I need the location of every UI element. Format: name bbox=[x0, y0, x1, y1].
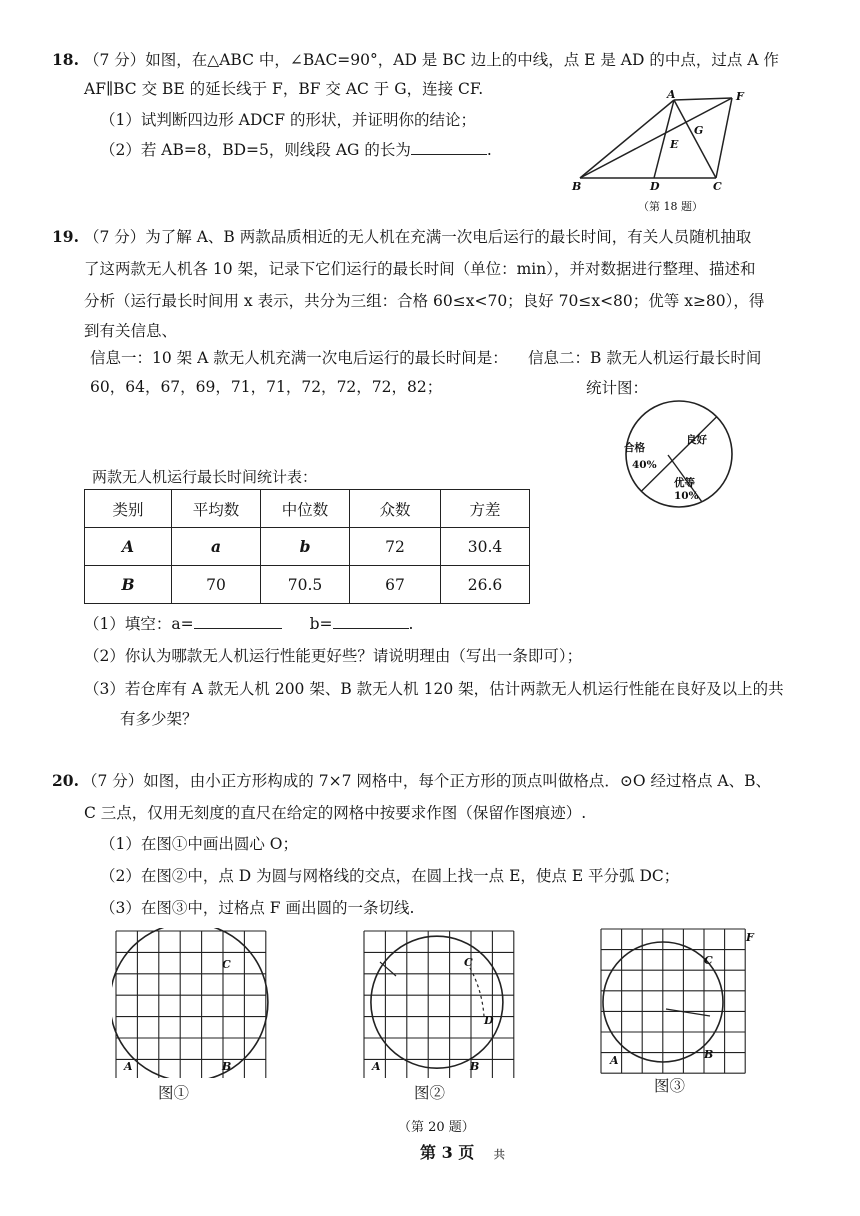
table-cell: 70 bbox=[172, 566, 261, 604]
table-cell: 72 bbox=[350, 528, 441, 566]
q20-fig1-label-A: A bbox=[124, 1060, 133, 1073]
q19-sub1 bbox=[84, 614, 413, 634]
q19-table-title: 两款无人机运行最长时间统计表： bbox=[92, 468, 318, 486]
table-row bbox=[85, 566, 530, 604]
page-number: 第 3 页 bbox=[420, 1143, 475, 1162]
q20-figure-3 bbox=[598, 928, 758, 1078]
q19-stat-table bbox=[84, 489, 530, 604]
q18-stem-line2: AF∥BC 交 BE 的延长线于 F，BF 交 AC 于 G，连接 CF. bbox=[84, 80, 484, 98]
q18-label-A: A bbox=[667, 88, 676, 101]
q19-stem-line3: 分析（运行最长时间用 x 表示，共分为三组：合格 60≤x<70；良好 70≤x<80；优等 x≥80），得 bbox=[84, 292, 765, 310]
q18-label-G: G bbox=[694, 124, 704, 137]
q18-stem-line1: （7 分）如图，在△ABC 中，∠BAC=90°，AD 是 BC 边上的中线，点 E 是 AD 的中点，过点 A 作 bbox=[84, 51, 779, 69]
q20-sub2: （2）在图②中，点 D 为圆与网格线的交点，在圆上找一点 E，使点 E 平分弧 DC； bbox=[100, 867, 680, 885]
q20-fig3-label-C: C bbox=[704, 954, 713, 967]
q18-label-C: C bbox=[713, 180, 722, 193]
q19-info1-title: 信息一：10 架 A 款无人机充满一次电后运行的最长时间是： bbox=[90, 349, 508, 367]
q20-sub1: （1）在图①中画出圆心 O； bbox=[100, 835, 298, 853]
q19-sub3-line2: 有多少架？ bbox=[120, 710, 198, 728]
q19-stem-line1: （7 分）为了解 A、B 两款品质相近的无人机在充满一次电后运行的最长时间，有关人员随机抽取 bbox=[84, 228, 752, 246]
q20-fig2-label-A: A bbox=[372, 1060, 381, 1073]
table-cell: a bbox=[172, 528, 261, 566]
q20-stem-line1: （7 分）如图，由小正方形构成的 7×7 网格中，每个正方形的顶点叫做格点．⊙O 经过格点 A、B、 bbox=[82, 772, 771, 790]
q19-sub2: （2）你认为哪款无人机运行性能更好些？请说明理由（写出一条即可）； bbox=[84, 647, 583, 665]
q19-stem-line2: 了这两款无人机各 10 架，记录下它们运行的最长时间（单位：min），并对数据进行整理、描述和 bbox=[84, 260, 756, 278]
q19-info2-subtitle: 统计图： bbox=[586, 379, 649, 397]
pie-label-hege: 合格 bbox=[624, 442, 645, 454]
pie-pct-youdeng: 10% bbox=[674, 490, 699, 502]
q18-sub2 bbox=[100, 140, 492, 160]
q18-label-F: F bbox=[736, 90, 744, 103]
q20-fig1-label-B: B bbox=[222, 1060, 232, 1073]
table-cell: 26.6 bbox=[441, 566, 530, 604]
q19-sub1-b-label: b= bbox=[309, 615, 333, 633]
q20-fig2-construction-arc bbox=[470, 968, 484, 1016]
q20-fig1-caption: 图① bbox=[158, 1084, 190, 1102]
q18-label-E: E bbox=[670, 138, 679, 151]
q18-label-D: D bbox=[650, 180, 660, 193]
q20-caption: （第 20 题） bbox=[398, 1120, 475, 1135]
page-footer bbox=[420, 1140, 505, 1163]
q20-fig2-label-B: B bbox=[470, 1060, 480, 1073]
q19-stem-line4: 到有关信息、 bbox=[84, 322, 178, 340]
q18-figure bbox=[560, 88, 760, 214]
q20-fig3-label-A: A bbox=[610, 1054, 619, 1067]
q19-answer-blank-a[interactable] bbox=[194, 614, 282, 629]
q19-sub1-text: （1）填空：a= bbox=[84, 615, 194, 633]
q18-sub2-text: （2）若 AB=8，BD=5，则线段 AG 的长为 bbox=[100, 141, 411, 159]
q20-stem-line2: C 三点，仅用无刻度的直尺在给定的网格中按要求作图（保留作图痕迹）. bbox=[84, 804, 587, 822]
page-total: 共 bbox=[493, 1148, 505, 1161]
q18-sub1: （1）试判断四边形 ADCF 的形状，并证明你的结论； bbox=[100, 111, 476, 129]
pie-pct-hege: 40% bbox=[632, 459, 657, 471]
q20-fig3-label-B: B bbox=[704, 1048, 714, 1061]
table-cell: 70.5 bbox=[261, 566, 350, 604]
table-header-cell: 方差 bbox=[441, 490, 530, 528]
q19-info1-data: 60，64，67，69，71，71，72，72，72，82； bbox=[90, 378, 443, 396]
table-header-cell: 类别 bbox=[85, 490, 172, 528]
table-cell: A bbox=[85, 528, 172, 566]
q20-sub3: （3）在图③中，过格点 F 画出圆的一条切线. bbox=[100, 899, 415, 917]
q19-number: 19. bbox=[52, 227, 79, 246]
q18-sub2-period: . bbox=[486, 141, 492, 159]
table-cell: 30.4 bbox=[441, 528, 530, 566]
q20-fig3-label-F: F bbox=[746, 931, 754, 944]
q20-fig2-caption: 图② bbox=[414, 1084, 446, 1102]
table-cell: 67 bbox=[350, 566, 441, 604]
q18-seg-AB bbox=[580, 100, 674, 178]
table-cell: B bbox=[85, 566, 172, 604]
q20-number: 20. bbox=[52, 771, 79, 790]
q20-fig3-caption: 图③ bbox=[654, 1077, 686, 1095]
table-row bbox=[85, 528, 530, 566]
q19-pie-chart bbox=[616, 398, 742, 510]
q19-info2-title: 信息二：B 款无人机运行最长时间 bbox=[528, 349, 762, 367]
q18-number: 18. bbox=[52, 50, 79, 69]
q20-fig2-label-D: D bbox=[484, 1014, 494, 1027]
q18-answer-blank[interactable] bbox=[411, 140, 487, 155]
q19-sub3-line1: （3）若仓库有 A 款无人机 200 架、B 款无人机 120 架，估计两款无人机运行性能在良好及以上的共 bbox=[84, 680, 784, 698]
table-cell: b bbox=[261, 528, 350, 566]
q20-fig2-circle bbox=[371, 936, 503, 1068]
table-header-cell: 中位数 bbox=[261, 490, 350, 528]
q20-figure-1 bbox=[112, 928, 272, 1078]
q18-seg-AF bbox=[674, 98, 732, 100]
q20-fig2-label-C: C bbox=[464, 956, 473, 969]
q20-fig1-label-C: C bbox=[222, 958, 231, 971]
q20-fig3-radius-mark bbox=[666, 1009, 710, 1016]
q19-answer-blank-b[interactable] bbox=[333, 614, 409, 629]
table-header-cell: 众数 bbox=[350, 490, 441, 528]
q19-sub1-period: . bbox=[408, 615, 414, 633]
q18-seg-AC bbox=[674, 100, 716, 178]
q18-label-B: B bbox=[572, 180, 582, 193]
table-header-row bbox=[85, 490, 530, 528]
q20-figure-2 bbox=[360, 928, 520, 1078]
pie-label-lianghao: 良好 bbox=[686, 434, 707, 446]
pie-label-youdeng: 优等 bbox=[674, 477, 695, 489]
q18-caption: （第 18 题） bbox=[638, 200, 703, 213]
table-header-cell: 平均数 bbox=[172, 490, 261, 528]
q18-seg-CF bbox=[716, 98, 732, 178]
